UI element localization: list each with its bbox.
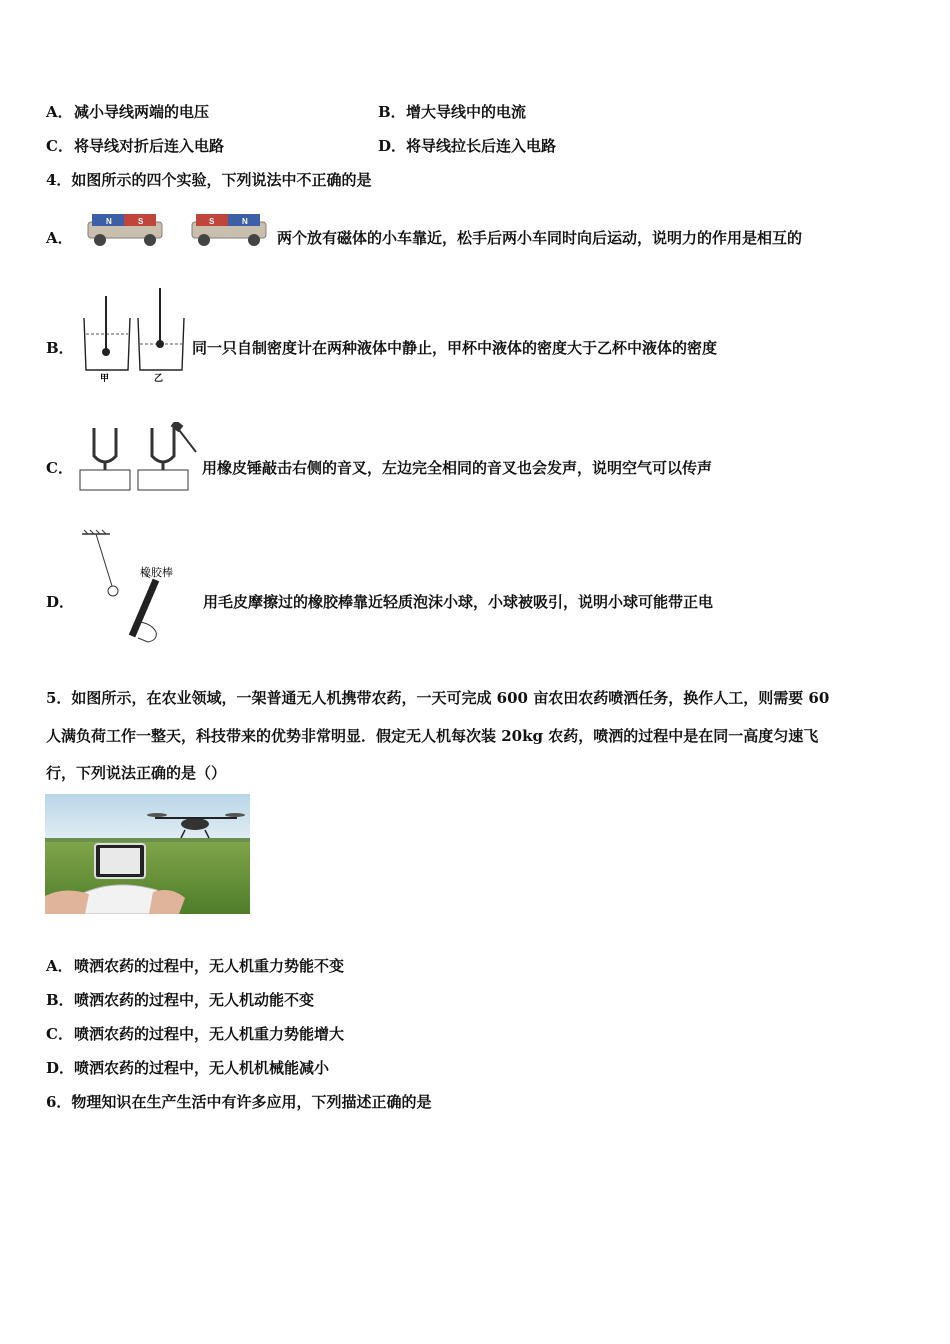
- q4-option-c-label: C．: [46, 459, 73, 477]
- q5-stem-line-3: 行，下列说法正确的是（）: [46, 764, 227, 782]
- q5-option-c: [46, 1024, 344, 1044]
- q4-option-c-text: 用橡皮锤敲击右侧的音叉，左边完全相同的音叉也会发声，说明空气可以传声: [202, 459, 713, 477]
- q3-option-a: [46, 102, 209, 122]
- q4-option-a-text: 两个放有磁体的小车靠近，松手后两小车同时向后运动，说明力的作用是相互的: [277, 229, 803, 247]
- option-text: 将导线对折后连入电路: [74, 137, 225, 155]
- q4-option-d-label: D．: [46, 593, 75, 611]
- q5-option-d: [46, 1058, 329, 1078]
- q4-option-b-label: B．: [46, 339, 74, 357]
- q4-option-b-text: 同一只自制密度计在两种液体中静止，甲杯中液体的密度大于乙杯中液体的密度: [192, 339, 718, 357]
- tuning-forks-figure: [78, 422, 200, 496]
- option-label: D．: [378, 137, 407, 155]
- q3-option-c: [46, 136, 224, 156]
- option-label: C．: [46, 137, 73, 155]
- rubber-rod-figure: [80, 528, 192, 648]
- q4-option-d-text: 用毛皮摩擦过的橡胶棒靠近轻质泡沫小球，小球被吸引，说明小球可能带正电: [203, 593, 714, 611]
- magnet-pole-label: N: [242, 217, 248, 226]
- q3-option-b: [378, 102, 526, 122]
- rod-label: 橡胶棒: [140, 566, 173, 579]
- magnet-cars-figure: [84, 208, 274, 250]
- drone-photo: [45, 794, 250, 914]
- q4-option-a-label: A．: [46, 229, 73, 247]
- option-label: D．: [46, 1059, 75, 1077]
- option-text: 增大导线中的电流: [406, 103, 527, 121]
- q5-option-a: [46, 956, 344, 976]
- q5-stem-line-2: 人满负荷工作一整天，科技带来的优势非常明显．假定无人机每次装 20kg 农药，喷洒的过程中是在同一高度匀速飞: [46, 727, 819, 745]
- cup-label: 甲: [100, 374, 110, 384]
- q5-option-b: [46, 990, 314, 1010]
- option-label: A．: [46, 957, 73, 975]
- cup-label: 乙: [154, 374, 164, 384]
- option-label: B．: [378, 103, 406, 121]
- option-text: 喷洒农药的过程中，无人机机械能减小: [74, 1059, 330, 1077]
- option-label: C．: [46, 1025, 73, 1043]
- option-text: 将导线拉长后连入电路: [406, 137, 557, 155]
- magnet-pole-label: N: [106, 217, 112, 226]
- hydrometer-cups-figure: [80, 286, 190, 384]
- magnet-pole-label: S: [209, 217, 215, 226]
- q5-stem-line-1: 5．如图所示，在农业领域，一架普通无人机携带农药，一天可完成 600 亩农田农药喷洒任务，换作人工，则需要 60: [46, 689, 830, 707]
- option-text: 喷洒农药的过程中，无人机动能不变: [74, 991, 315, 1009]
- option-label: B．: [46, 991, 74, 1009]
- q4-stem: 4．如图所示的四个实验，下列说法中不正确的是: [46, 171, 372, 189]
- q6-stem: 6．物理知识在生产生活中有许多应用，下列描述正确的是: [46, 1093, 432, 1111]
- option-text: 喷洒农药的过程中，无人机重力势能不变: [74, 957, 345, 975]
- magnet-pole-label: S: [138, 217, 144, 226]
- q3-option-d: [378, 136, 556, 156]
- option-label: A．: [46, 103, 73, 121]
- option-text: 减小导线两端的电压: [74, 103, 210, 121]
- option-text: 喷洒农药的过程中，无人机重力势能增大: [74, 1025, 345, 1043]
